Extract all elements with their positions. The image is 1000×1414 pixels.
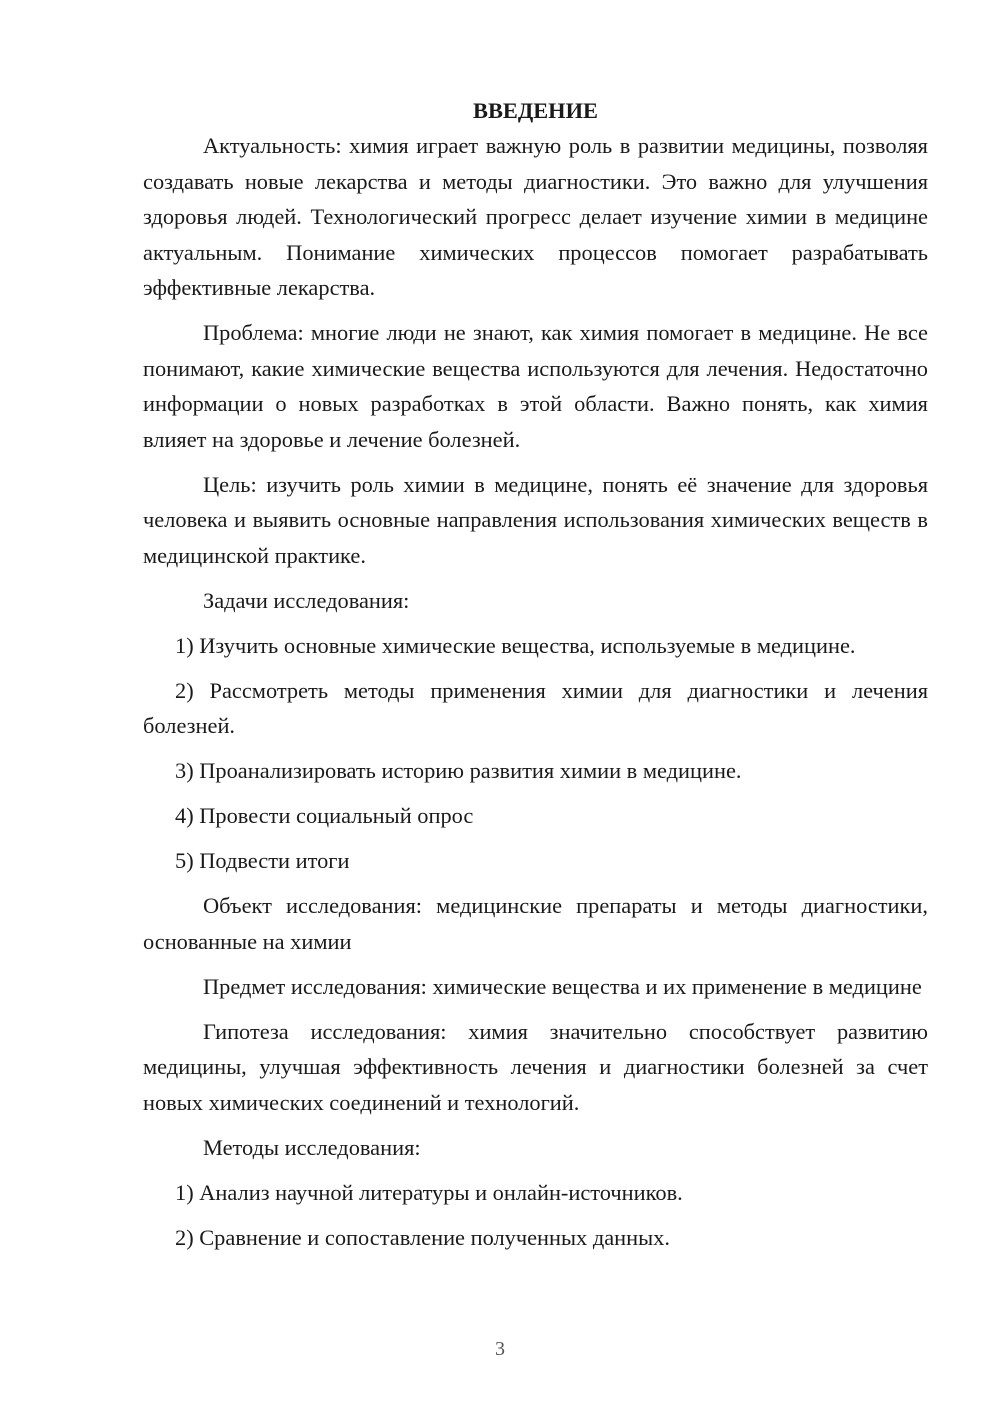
task-item-4: 4) Провести социальный опрос (175, 803, 474, 828)
method-item-2: 2) Сравнение и сопоставление полученных данных. (175, 1224, 670, 1250)
object-paragraph: Объект исследования: медицинские препараты и методы диагностики, основанные на химии (143, 893, 928, 954)
page-number: 3 (495, 1338, 505, 1360)
task-item-1: 1) Изучить основные химические вещества, используемые в медицине. (175, 632, 856, 658)
page-content (143, 96, 928, 1265)
task-item-2: 2) Рассмотреть методы применения химии для диагностики и лечения болезней. (143, 677, 928, 738)
tasks-heading: Задачи исследования: (203, 587, 410, 613)
page-title: ВВЕДЕНИЕ (473, 98, 598, 123)
subject-paragraph: Предмет исследования: химические вещества и их применение в медицине (203, 973, 922, 999)
relevance-paragraph: Актуальность: химия играет важную роль в развитии медицины, позволяя создавать новые лекарства и методы диагностики. Это важно для улучшения здоровья людей. Технологический прогресс делает изучение химии в медицине актуальным. Понимание химических процессов помогает разрабатывать эффективные лекарства. (143, 133, 928, 300)
goal-paragraph: Цель: изучить роль химии в медицине, понять её значение для здоровья человека и выявить основные направления использования химических веществ в медицинской практике. (143, 471, 928, 568)
problem-paragraph: Проблема: многие люди не знают, как химия помогает в медицине. Не все понимают, какие химические вещества используются для лечения. Недостаточно информации о новых разработках в этой области. Важно понять, как химия влияет на здоровье и лечение болезней. (143, 320, 928, 452)
methods-heading: Методы исследования: (203, 1134, 421, 1160)
hypothesis-paragraph: Гипотеза исследования: химия значительно способствует развитию медицины, улучшая эффективность лечения и диагностики болезней за счет новых химических соединений и технологий. (143, 1018, 928, 1115)
task-item-5: 5) Подвести итоги (175, 848, 350, 873)
method-item-1: 1) Анализ научной литературы и онлайн-источников. (175, 1179, 683, 1205)
task-item-3: 3) Проанализировать историю развития химии в медицине. (175, 758, 742, 783)
